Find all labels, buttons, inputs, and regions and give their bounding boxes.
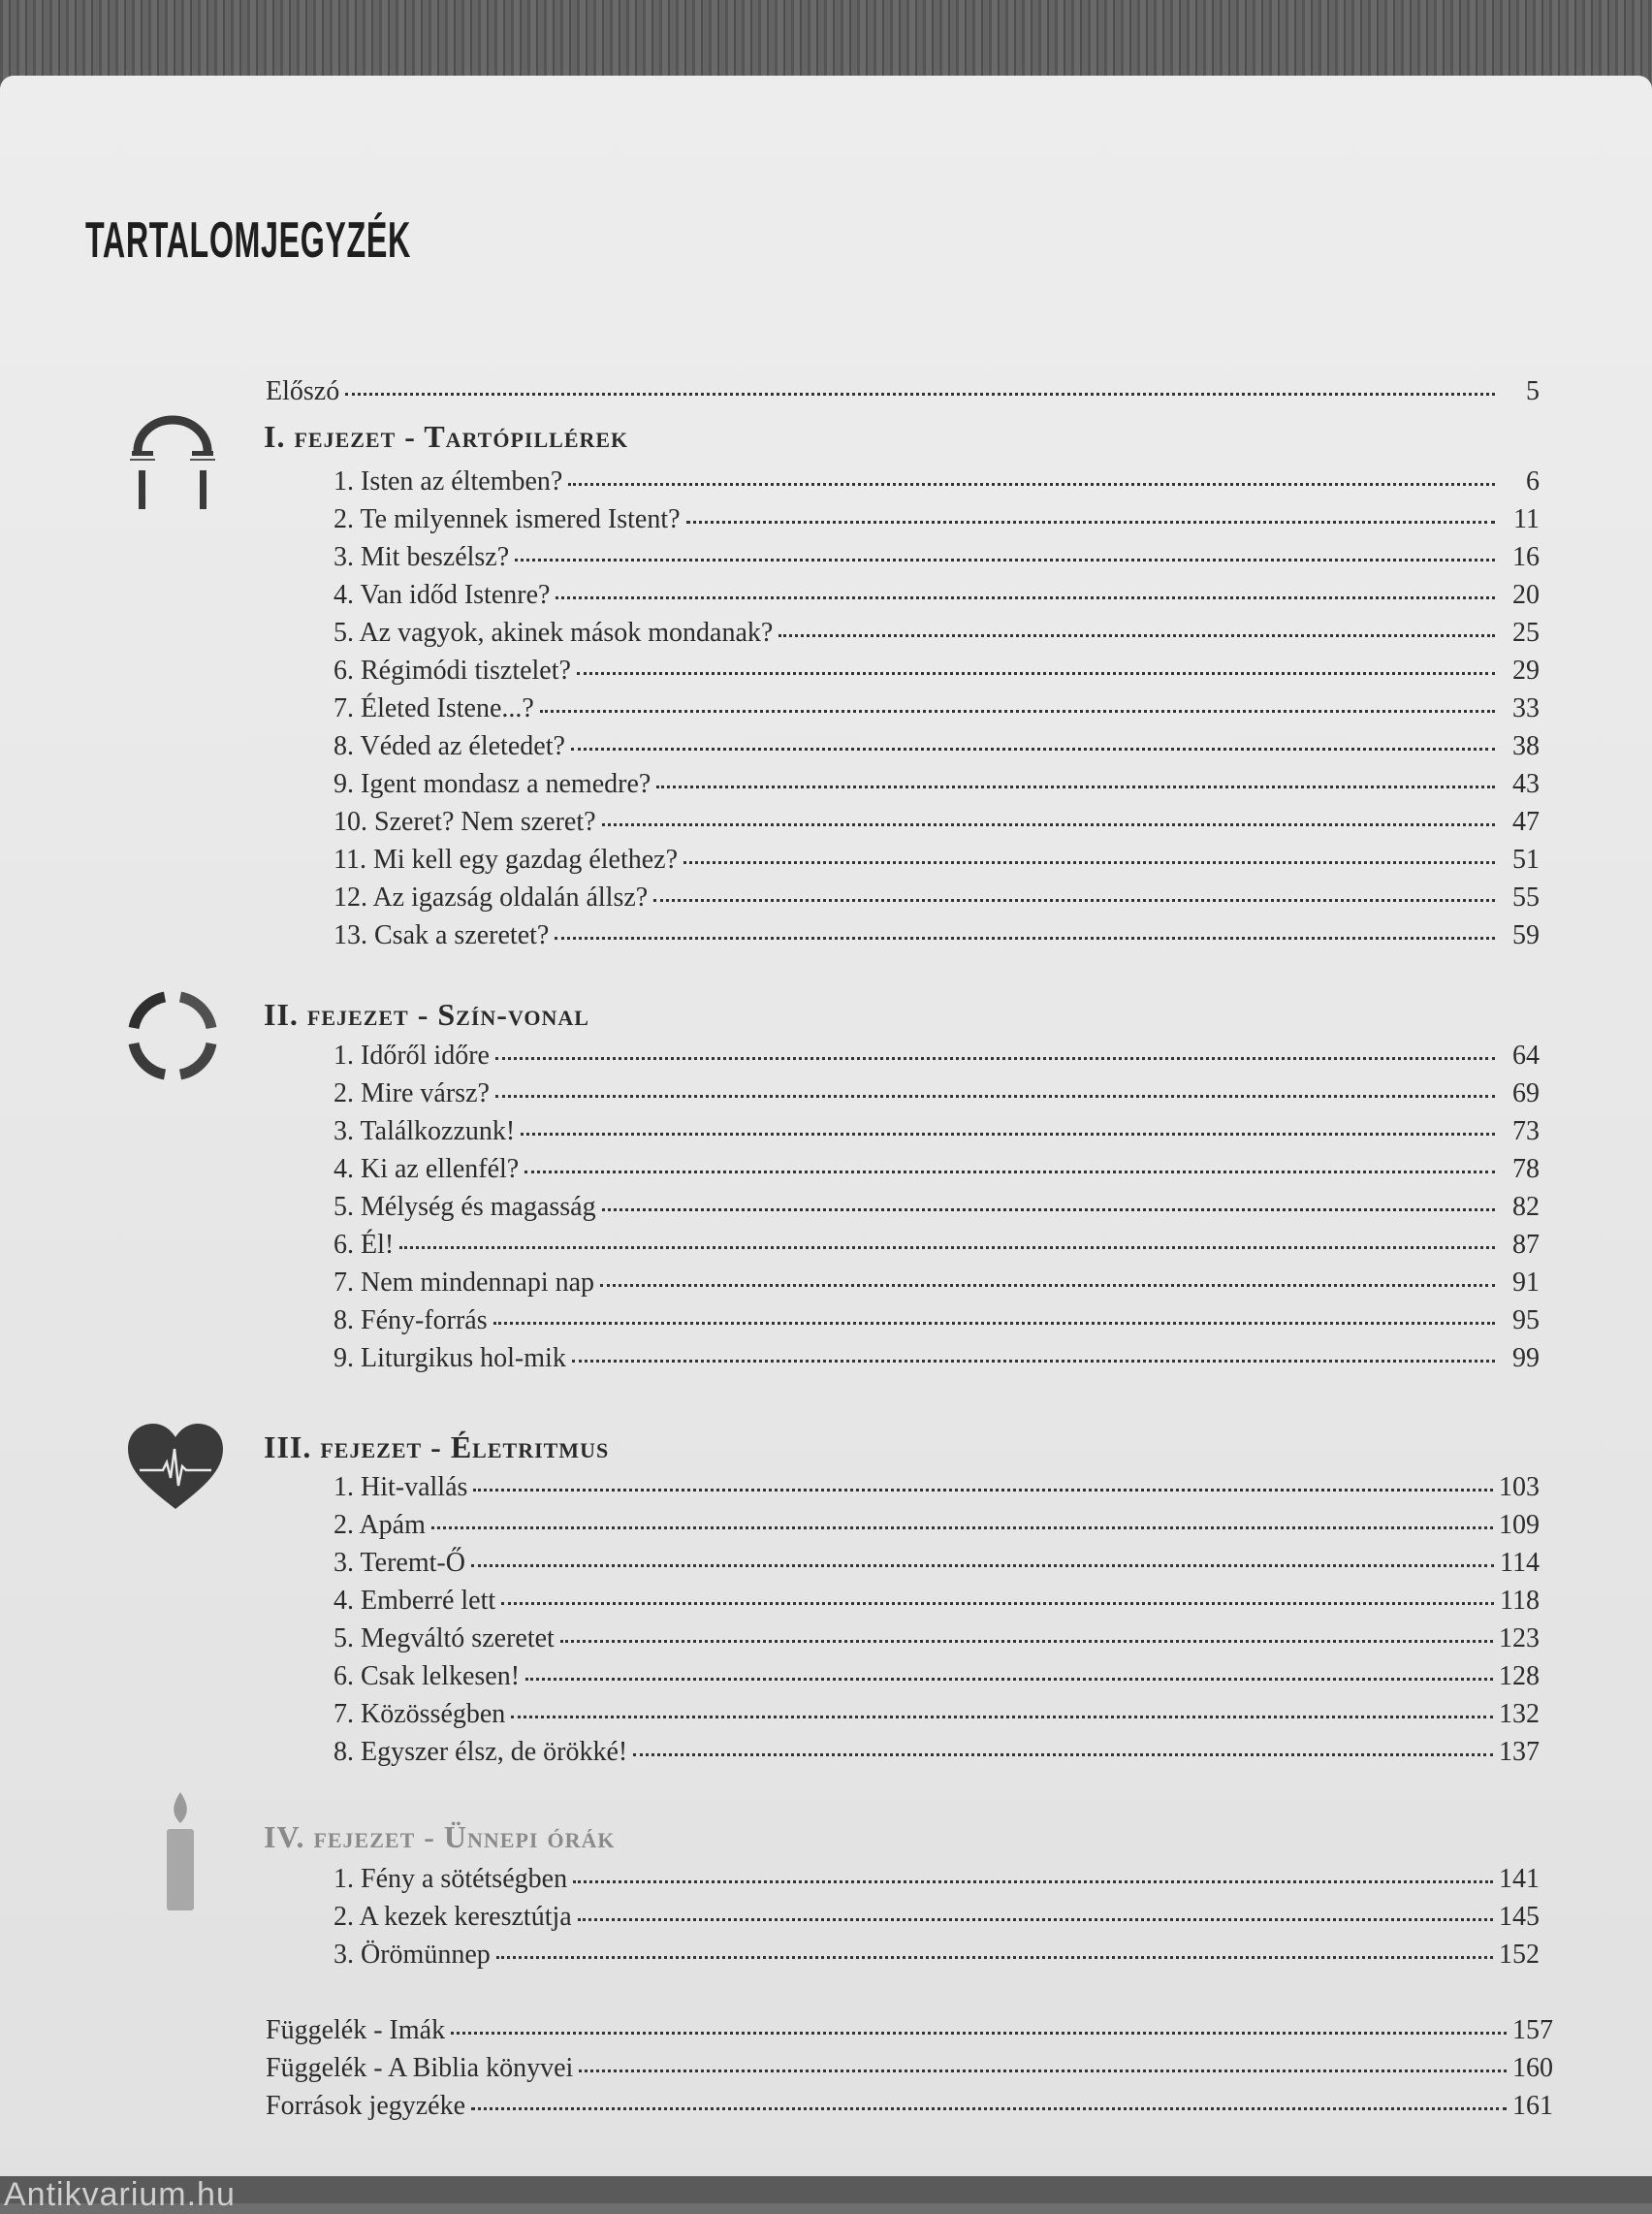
chapter-heading: II. fejezet - Szín-vonal (264, 997, 589, 1032)
toc-entry-label: 7. Nem mindennapi nap (334, 1267, 595, 1298)
toc-entry (334, 1737, 1540, 1768)
toc-entry-page: 132 (1499, 1699, 1540, 1729)
toc-entry-page: 59 (1512, 920, 1540, 950)
toc-entry (334, 1548, 1540, 1579)
toc-entry (334, 580, 1540, 611)
dot-leader (493, 1322, 1495, 1325)
toc-entry (334, 1192, 1540, 1223)
toc-entry (334, 466, 1540, 497)
toc-entry-label: 3. Mit beszélsz? (334, 542, 510, 572)
toc-entry-page: 55 (1512, 882, 1540, 913)
toc-entry-label: 4. Van időd Istenre? (334, 580, 551, 610)
toc-entry-label: 13. Csak a szeretet? (334, 920, 550, 950)
dot-leader (511, 1716, 1493, 1718)
toc-entry (334, 693, 1540, 724)
dot-leader (496, 1956, 1493, 1959)
dot-leader (451, 2032, 1507, 2035)
toc-entry-label: 7. Életed Istene...? (334, 693, 534, 723)
dot-leader (560, 1640, 1493, 1643)
toc-entry-page: 5 (1526, 376, 1540, 406)
toc-entry (334, 1940, 1540, 1971)
dot-leader (556, 596, 1495, 599)
toc-entry (334, 1116, 1540, 1147)
toc-entry-page: 141 (1499, 1864, 1540, 1894)
toc-entry-page: 25 (1512, 618, 1540, 648)
toc-entry-label: 2. Mire vársz? (334, 1078, 490, 1108)
toc-entry-page: 161 (1512, 2091, 1553, 2121)
toc-entry (334, 882, 1540, 914)
toc-entry-label: 10. Szeret? Nem szeret? (334, 807, 596, 837)
dot-leader (515, 559, 1495, 562)
toc-entry (334, 1267, 1540, 1299)
dot-leader (572, 1360, 1495, 1363)
toc-entry-label: Előszó (266, 376, 340, 406)
toc-entry (334, 1586, 1540, 1617)
toc-entry (334, 845, 1540, 876)
toc-entry-appendix (266, 2053, 1553, 2084)
dot-leader (525, 1678, 1493, 1681)
toc-entry (334, 618, 1540, 649)
toc-entry-page: 43 (1512, 769, 1540, 799)
toc-entry (334, 1154, 1540, 1185)
dot-leader (431, 1526, 1493, 1529)
toc-entry-label: 4. Ki az ellenfél? (334, 1154, 520, 1184)
toc-entry (334, 807, 1540, 838)
dot-leader (571, 748, 1495, 751)
toc-entry-appendix (266, 2015, 1553, 2046)
toc-entry (334, 1041, 1540, 1072)
toc-entry-label: 4. Emberré lett (334, 1586, 496, 1616)
toc-entry (334, 1864, 1540, 1895)
dot-leader (471, 2107, 1507, 2110)
dot-leader (683, 861, 1495, 864)
toc-entry-page: 95 (1512, 1305, 1540, 1335)
toc-entry-label: 2. Te milyennek ismered Istent? (334, 504, 681, 534)
toc-entry-page: 114 (1500, 1548, 1540, 1578)
toc-entry (334, 1902, 1540, 1933)
toc-entry-page: 38 (1512, 731, 1540, 761)
toc-entry-label: 12. Az igazság oldalán állsz? (334, 882, 649, 913)
toc-entry-label: 8. Egyszer élsz, de örökké! (334, 1737, 628, 1767)
dot-leader (602, 823, 1495, 826)
toc-entry-label: 8. Véded az életedet? (334, 731, 565, 761)
toc-entry-label: 5. Az vagyok, akinek mások mondanak? (334, 618, 774, 648)
toc-entry (334, 1343, 1540, 1374)
toc-entry-page: 64 (1512, 1041, 1540, 1071)
toc-entry-page: 118 (1500, 1586, 1540, 1616)
toc-entry-page: 145 (1499, 1902, 1540, 1932)
toc-entry-page: 69 (1512, 1078, 1540, 1108)
toc-entry-page: 160 (1512, 2053, 1553, 2083)
segmented-circle-icon (126, 989, 219, 1082)
dot-leader (524, 1171, 1495, 1173)
background-bottom-edge (0, 2176, 1652, 2203)
toc-entry-page: 157 (1512, 2015, 1553, 2045)
toc-entry-label: 5. Megváltó szeretet (334, 1623, 555, 1653)
toc-entry-page: 99 (1512, 1343, 1540, 1373)
dot-leader (656, 786, 1495, 788)
toc-entry-page: 51 (1512, 845, 1540, 875)
toc-entry (334, 1661, 1540, 1692)
toc-entry-label: 3. Teremt-Ő (334, 1548, 465, 1578)
toc-entry-label: 11. Mi kell egy gazdag élethez? (334, 845, 679, 875)
toc-entry (334, 1510, 1540, 1541)
toc-entry-label: Függelék - Imák (266, 2015, 446, 2045)
toc-entry (334, 1623, 1540, 1654)
toc-entry-intro (266, 376, 1540, 407)
toc-entry-label: 7. Közösségben (334, 1699, 506, 1729)
toc-entry-label: 6. Régimódi tisztelet? (334, 656, 571, 686)
chapter-heading: IV. fejezet - Ünnepi órák (264, 1819, 616, 1854)
toc-entry-label: 6. Csak lelkesen! (334, 1661, 521, 1691)
toc-entry-page: 16 (1512, 542, 1540, 572)
dot-leader (686, 521, 1495, 524)
dot-leader (573, 1880, 1493, 1883)
toc-entry-page: 123 (1499, 1623, 1540, 1653)
toc-entry-label: 8. Fény-forrás (334, 1305, 488, 1335)
dot-leader (600, 1284, 1495, 1287)
toc-entry-label: 3. Találkozzunk! (334, 1116, 516, 1146)
toc-entry (334, 1230, 1540, 1261)
toc-entry-page: 73 (1512, 1116, 1540, 1146)
dot-leader (345, 393, 1495, 396)
toc-entry (334, 504, 1540, 535)
toc-entry (334, 1699, 1540, 1730)
dot-leader (521, 1133, 1495, 1136)
toc-entry-appendix (266, 2091, 1553, 2122)
toc-entry-page: 78 (1512, 1154, 1540, 1184)
toc-entry-label: 1. Hit-vallás (334, 1472, 468, 1502)
toc-entry-label: Függelék - A Biblia könyvei (266, 2053, 574, 2083)
toc-entry (334, 1472, 1540, 1503)
toc-entry-label: 1. Fény a sötétségben (334, 1864, 568, 1894)
toc-entry-label: 6. Él! (334, 1230, 395, 1260)
arch-icon (126, 412, 219, 509)
dot-leader (579, 2070, 1507, 2072)
toc-entry (334, 542, 1540, 573)
toc-entry-page: 87 (1512, 1230, 1540, 1260)
toc-entry-label: 1. Isten az éltemben? (334, 466, 563, 497)
toc-entry-label: 2. Apám (334, 1510, 426, 1540)
toc-entry-label: Források jegyzéke (266, 2091, 466, 2121)
toc-entry (334, 1305, 1540, 1336)
candle-icon (161, 1790, 200, 1912)
toc-entry-page: 29 (1512, 656, 1540, 686)
dot-leader (501, 1602, 1494, 1605)
dot-leader (568, 483, 1495, 486)
toc-entry (334, 731, 1540, 762)
page-title: TARTALOMJEGYZÉK (85, 212, 411, 269)
toc-entry-page: 152 (1499, 1940, 1540, 1970)
toc-entry-page: 103 (1499, 1472, 1540, 1502)
toc-entry-label: 1. Időről időre (334, 1041, 490, 1071)
dot-leader (577, 672, 1495, 675)
chapter-heading: III. fejezet - Életritmus (264, 1429, 610, 1464)
toc-entry (334, 656, 1540, 687)
heartbeat-icon (126, 1422, 225, 1511)
dot-leader (495, 1095, 1495, 1098)
toc-entry-page: 11 (1513, 504, 1540, 534)
dot-leader (602, 1208, 1495, 1211)
toc-entry (334, 769, 1540, 800)
toc-entry-page: 128 (1499, 1661, 1540, 1691)
dot-leader (578, 1918, 1493, 1921)
dot-leader (555, 937, 1495, 940)
dot-leader (471, 1564, 1494, 1567)
toc-entry-label: 3. Örömünnep (334, 1940, 491, 1970)
toc-entry-label: 9. Liturgikus hol-mik (334, 1343, 566, 1373)
background-top-edge (0, 0, 1652, 87)
toc-entry-page: 20 (1512, 580, 1540, 610)
dot-leader (653, 899, 1495, 902)
toc-entry-label: 5. Mélység és magasság (334, 1192, 596, 1222)
toc-entry-page: 91 (1512, 1267, 1540, 1298)
toc-entry-page: 109 (1499, 1510, 1540, 1540)
toc-entry-page: 33 (1512, 693, 1540, 723)
toc-entry (334, 920, 1540, 951)
dot-leader (473, 1489, 1493, 1492)
toc-entry-page: 137 (1499, 1737, 1540, 1767)
toc-entry (334, 1078, 1540, 1109)
dot-leader (540, 710, 1495, 713)
dot-leader (495, 1057, 1495, 1060)
watermark: Antikvarium.hu (4, 2176, 236, 2213)
dot-leader (399, 1246, 1495, 1249)
toc-entry-page: 82 (1512, 1192, 1540, 1222)
dot-leader (633, 1753, 1493, 1756)
toc-entry-page: 47 (1512, 807, 1540, 837)
chapter-heading: I. fejezet - Tartópillérek (264, 419, 629, 454)
dot-leader (778, 634, 1495, 637)
toc-entry-label: 2. A kezek keresztútja (334, 1902, 572, 1932)
toc-entry-page: 6 (1526, 466, 1540, 497)
toc-entry-label: 9. Igent mondasz a nemedre? (334, 769, 651, 799)
